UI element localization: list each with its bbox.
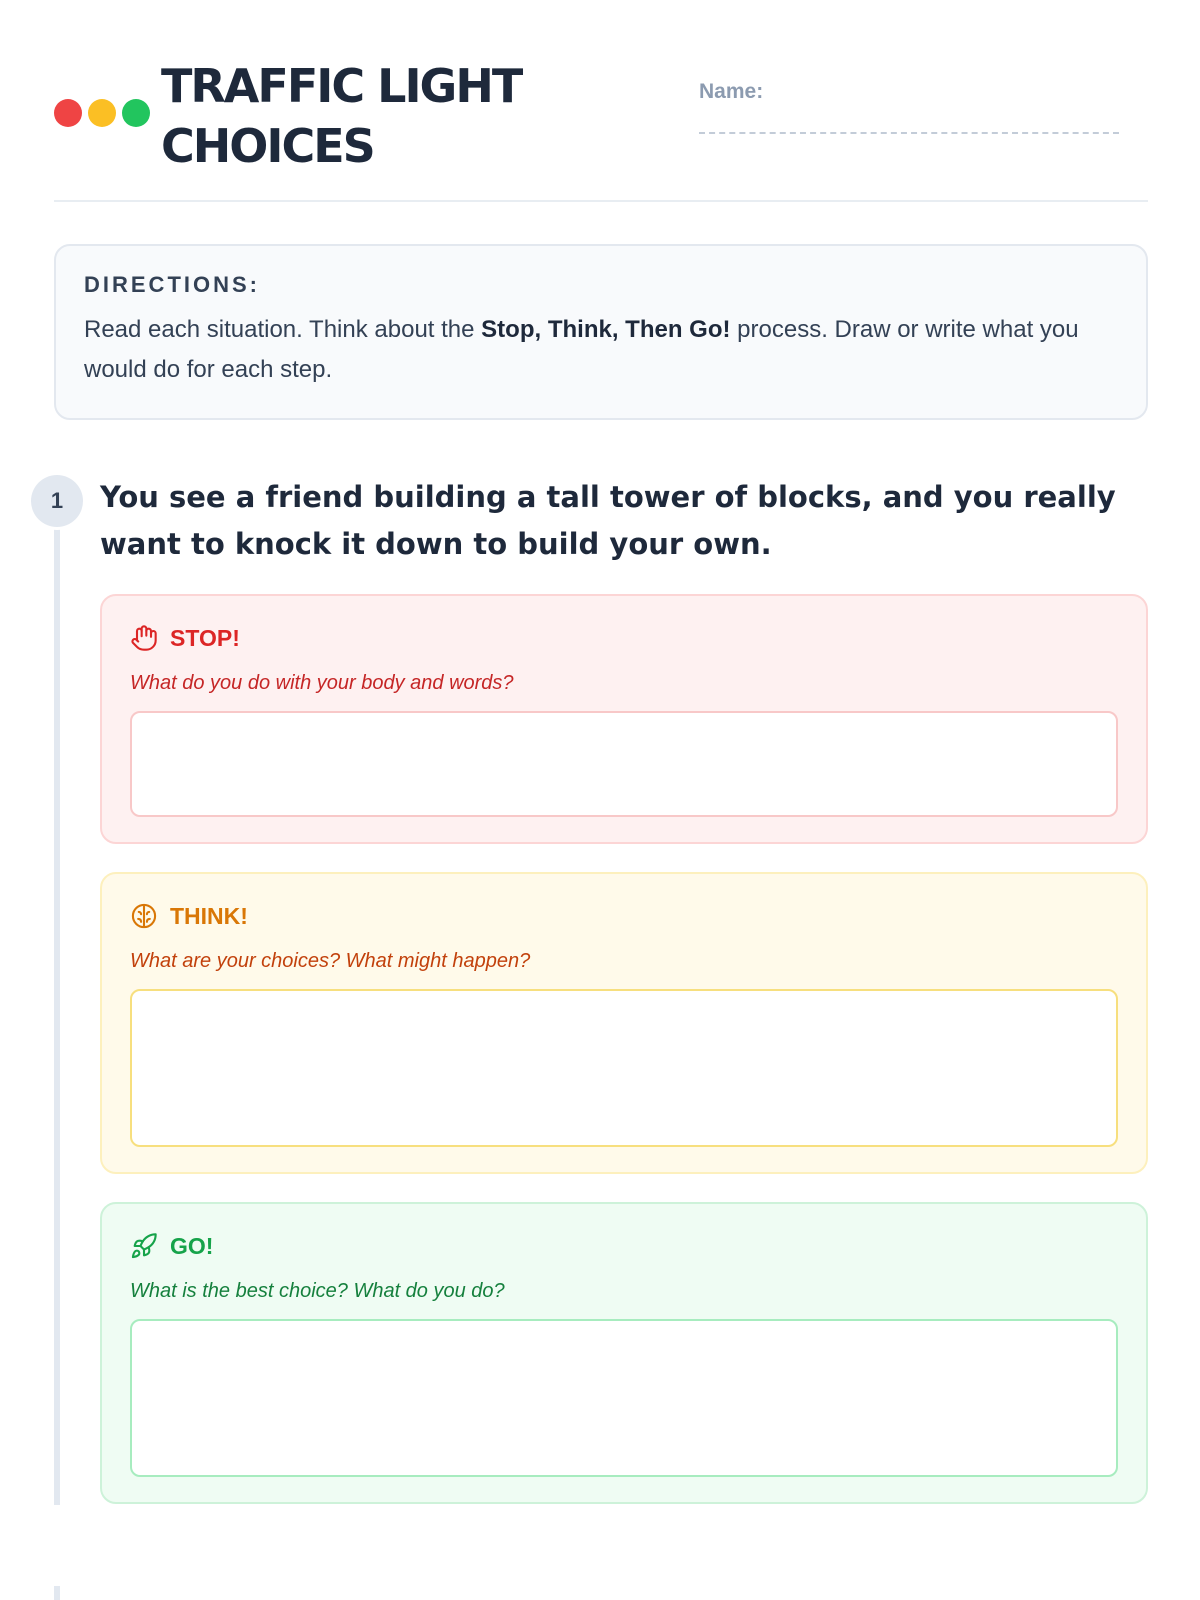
- name-label: Name:: [699, 80, 764, 103]
- think-title: THINK!: [170, 902, 248, 929]
- directions-text-start: Read each situation. Think about the: [84, 316, 482, 343]
- yellow-light-icon: [88, 99, 116, 127]
- timeline-line-continued: [54, 1586, 60, 1600]
- go-card-header: [130, 1232, 213, 1260]
- go-answer-box[interactable]: [130, 1319, 1118, 1477]
- stop-card: [100, 594, 1148, 844]
- worksheet-header: [54, 52, 1148, 202]
- brain-icon: [130, 902, 158, 930]
- green-light-icon: [122, 99, 150, 127]
- stop-answer-box[interactable]: [130, 711, 1118, 817]
- traffic-light-dots: [54, 99, 150, 127]
- think-card-header: [130, 902, 248, 930]
- rocket-icon: [130, 1232, 158, 1260]
- directions-process-name: Stop, Think, Then Go!: [481, 316, 731, 343]
- scenario-text: You see a friend building a tall tower of blocks, and you really want to knock it down to build your own.: [100, 480, 1116, 561]
- hand-icon: [130, 624, 158, 652]
- scenario-number-badge: 1: [31, 475, 83, 527]
- go-card: [100, 1202, 1148, 1504]
- stop-card-header: [130, 624, 240, 652]
- go-prompt: What is the best choice? What do you do?: [130, 1280, 505, 1302]
- think-card: [100, 872, 1148, 1174]
- directions-box: [54, 244, 1148, 420]
- stop-prompt: What do you do with your body and words?: [130, 672, 514, 694]
- think-prompt: What are your choices? What might happen?: [130, 950, 531, 972]
- directions-text-end: process. Draw or write what you would do for each step.: [84, 316, 1079, 383]
- name-write-line[interactable]: [699, 132, 1119, 134]
- think-answer-box[interactable]: [130, 989, 1118, 1147]
- name-field[interactable]: [699, 80, 1119, 134]
- directions-heading: DIRECTIONS:: [84, 272, 260, 297]
- page-title: TRAFFIC LIGHT CHOICES: [161, 59, 522, 173]
- timeline-line: [54, 500, 60, 1505]
- red-light-icon: [54, 99, 82, 127]
- stop-title: STOP!: [170, 624, 240, 651]
- directions-text: [84, 310, 1118, 390]
- go-title: GO!: [170, 1232, 214, 1259]
